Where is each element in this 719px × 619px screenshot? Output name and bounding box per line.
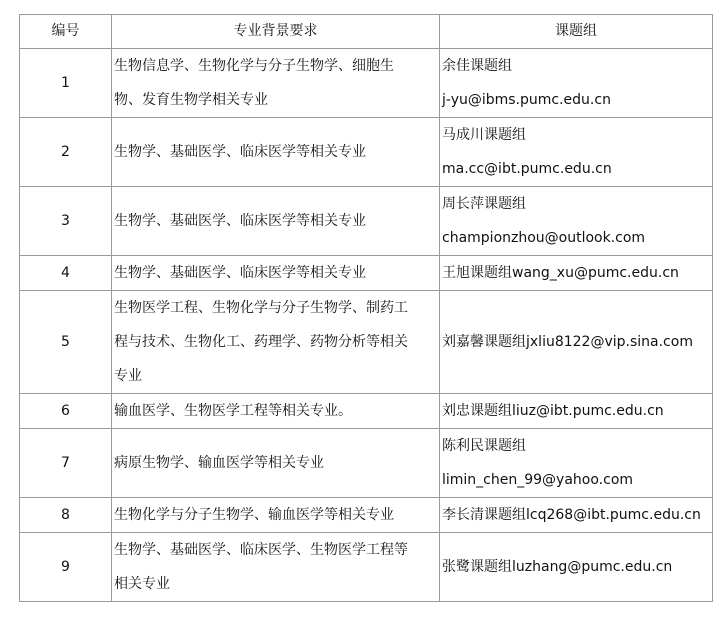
row-number: 7 <box>20 429 112 498</box>
table-row <box>20 533 713 602</box>
major-requirement-cell <box>112 256 440 291</box>
table-row <box>20 118 713 187</box>
major-requirement-text: 相关专业 <box>114 576 170 592</box>
research-group-text: 周长萍课题组 <box>442 196 526 212</box>
research-group-text: limin_chen_99@yahoo.com <box>442 472 634 488</box>
research-group-text: 刘忠课题组liuz@ibt.pumc.edu.cn <box>442 403 664 419</box>
major-requirement-cell <box>112 394 440 429</box>
research-group-text: 马成川课题组 <box>442 127 526 143</box>
research-group-cell <box>440 118 713 187</box>
header-major-requirement: 专业背景要求 <box>112 15 440 49</box>
major-requirement-text: 生物学、基础医学、临床医学等相关专业 <box>114 144 366 160</box>
major-requirement-text: 生物化学与分子生物学、输血医学等相关专业 <box>114 507 394 523</box>
row-number: 5 <box>20 291 112 394</box>
research-group-cell <box>440 429 713 498</box>
research-group-cell <box>440 256 713 291</box>
table-row <box>20 498 713 533</box>
row-number: 8 <box>20 498 112 533</box>
major-requirement-cell <box>112 429 440 498</box>
major-requirement-text: 生物信息学、生物化学与分子生物学、细胞生 <box>114 58 394 74</box>
major-requirement-text: 生物医学工程、生物化学与分子生物学、制药工 <box>114 300 408 316</box>
major-requirement-text: 生物学、基础医学、临床医学、生物医学工程等 <box>114 542 408 558</box>
major-requirement-cell <box>112 533 440 602</box>
major-requirement-text: 生物学、基础医学、临床医学等相关专业 <box>114 213 366 229</box>
table-row <box>20 187 713 256</box>
major-requirement-cell <box>112 187 440 256</box>
research-group-cell <box>440 533 713 602</box>
research-group-cell <box>440 394 713 429</box>
research-group-text: j-yu@ibms.pumc.edu.cn <box>442 92 611 108</box>
research-group-text: 李长清课题组lcq268@ibt.pumc.edu.cn <box>442 507 701 523</box>
major-requirement-text: 病原生物学、输血医学等相关专业 <box>114 455 324 471</box>
research-group-cell <box>440 498 713 533</box>
major-requirement-cell <box>112 118 440 187</box>
table-row <box>20 429 713 498</box>
table-row <box>20 291 713 394</box>
table-row <box>20 394 713 429</box>
major-requirement-text: 程与技术、生物化工、药理学、药物分析等相关 <box>114 334 408 350</box>
major-requirement-cell <box>112 498 440 533</box>
major-requirement-cell <box>112 49 440 118</box>
row-number: 4 <box>20 256 112 291</box>
major-requirement-text: 生物学、基础医学、临床医学等相关专业 <box>114 265 366 281</box>
table-row <box>20 256 713 291</box>
research-group-text: 余佳课题组 <box>442 58 512 74</box>
research-group-text: 王旭课题组wang_xu@pumc.edu.cn <box>442 265 679 281</box>
lab-table <box>19 14 713 602</box>
table-row <box>20 49 713 118</box>
research-group-cell <box>440 291 713 394</box>
major-requirement-text: 输血医学、生物医学工程等相关专业。 <box>114 403 352 419</box>
header-row <box>20 15 713 49</box>
research-group-text: ma.cc@ibt.pumc.edu.cn <box>442 161 612 177</box>
research-group-text: 张鹭课题组luzhang@pumc.edu.cn <box>442 559 673 575</box>
research-group-text: 陈利民课题组 <box>442 438 526 454</box>
major-requirement-text: 物、发育生物学相关专业 <box>114 92 268 108</box>
major-requirement-cell <box>112 291 440 394</box>
major-requirement-text: 专业 <box>114 368 142 384</box>
research-group-text: championzhou@outlook.com <box>442 230 646 246</box>
row-number: 1 <box>20 49 112 118</box>
research-group-text: 刘嘉馨课题组jxliu8122@vip.sina.com <box>442 334 693 350</box>
header-number: 编号 <box>20 15 112 49</box>
row-number: 9 <box>20 533 112 602</box>
header-research-group: 课题组 <box>440 15 713 49</box>
research-group-cell <box>440 49 713 118</box>
research-group-cell <box>440 187 713 256</box>
row-number: 3 <box>20 187 112 256</box>
row-number: 6 <box>20 394 112 429</box>
row-number: 2 <box>20 118 112 187</box>
